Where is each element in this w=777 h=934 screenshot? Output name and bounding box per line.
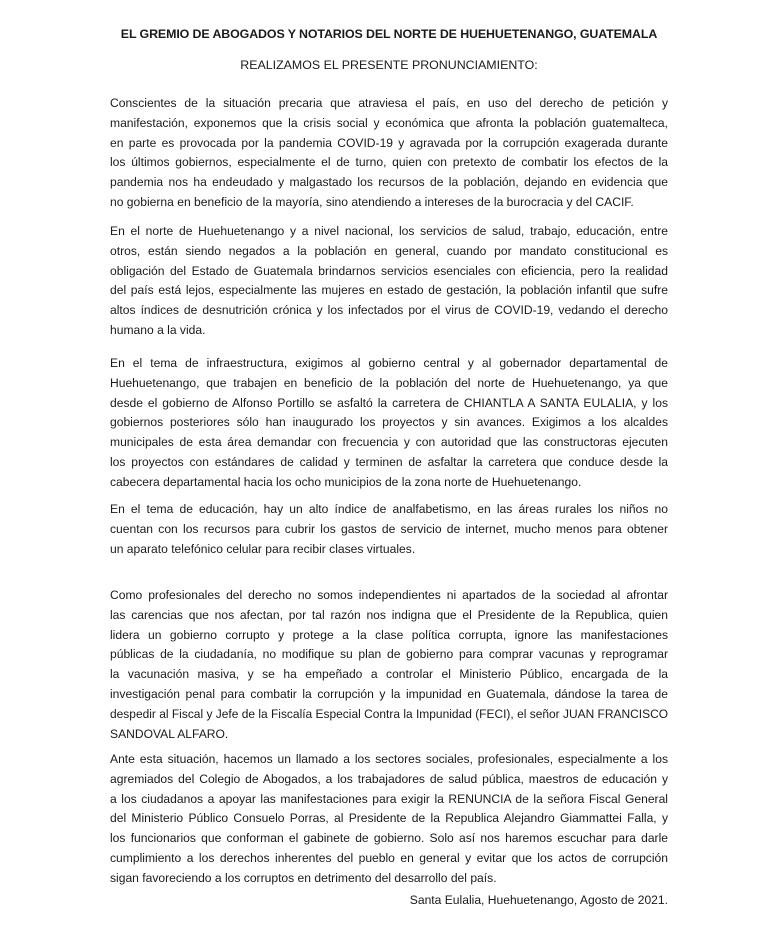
paragraph-line: a los ciudadanos a apoyar las manifestaciones para exigir la RENUNCIA de la señora Fiscal General (110, 791, 668, 806)
paragraph-call-to-action (110, 750, 668, 889)
paragraph-line: los últimos gobiernos, especialmente el de turno, quien con pretexto de combatir los efectos de la (110, 155, 668, 170)
paragraph-line: cuentan con los recursos para cubrir los gastos de servicio de internet, mucho menos para obtener (110, 521, 668, 536)
paragraph-public-services (110, 222, 668, 341)
paragraph-line: gobiernos posteriores sólo han inaugurado los proyectos y sin avances. Exigimos a los alcaldes (110, 415, 668, 430)
paragraph-line: los proyectos con estándares de calidad y terminen de asfaltar la carretera que conduce desde la (110, 454, 668, 469)
paragraph-situation (110, 94, 668, 213)
paragraph-line: públicas de la ciudadanía, no modifique su plan de gobierno para comprar vacunas y reprogramar (110, 647, 668, 662)
paragraph-line: cabecera departamental hacia los ocho municipios de la zona norte de Huehuetenango. (110, 474, 582, 489)
paragraph-line: Ante esta situación, hacemos un llamado a los sectores sociales, profesionales, especialmente a los (110, 752, 668, 766)
paragraph-line: cumplimiento a los derechos inherentes del pueblo en general y evitar que los actos de corrupción (110, 850, 668, 865)
paragraph-line: las carencias que nos afectan, por tal razón nos indigna que el Presidente de la Republica, quien (110, 607, 668, 622)
signature-place-date: Santa Eulalia, Huehuetenango, Agosto de 2021. (409, 893, 668, 907)
paragraph-line: lidera un gobierno corrupto y protege a la clase política corrupta, ignore las manifestaciones (110, 627, 668, 642)
paragraph-line: En el norte de Huehuetenango y a nivel nacional, los servicios de salud, trabajo, educación, entre (110, 224, 668, 238)
document-title: EL GREMIO DE ABOGADOS Y NOTARIOS DEL NORTE DE HUEHUETENANGO, GUATEMALA (120, 27, 658, 41)
paragraph-line: altos índices de desnutrición crónica y los infectados por el virus de COVID-19, vedando el derecho (110, 303, 668, 318)
paragraph-line: investigación penal para combatir la corrupción y la impunidad en Guatemala, dándose la tarea de (110, 686, 668, 701)
document-page (110, 26, 669, 907)
paragraph-infrastructure (110, 354, 668, 493)
paragraph-line: no gobierna en beneficio de la mayoría, sino atendiendo a intereses de la burocracia y del CACIF. (110, 194, 634, 209)
paragraph-line: Como profesionales del derecho no somos independientes ni apartados de la sociedad al afrontar (110, 588, 668, 602)
paragraph-line: la vacunación masiva, y se ha empeñado a controlar el Ministerio Público, encargada de la (110, 667, 668, 682)
paragraph-line: pandemia nos ha endeudado y malgastado los recursos de la población, dejando en evidencia que (110, 175, 668, 190)
paragraph-education (110, 500, 668, 559)
paragraph-line: obligación del Estado de Guatemala brindarnos servicios esenciales con eficiencia, pero la realidad (110, 263, 668, 278)
paragraph-line: SANDOVAL ALFARO. (110, 726, 229, 741)
paragraph-line: agremiados del Colegio de Abogados, a los trabajadores de salud pública, maestros de educación y (110, 771, 668, 786)
paragraph-line: municipales de esta área demandar con frecuencia y con autoridad que las constructoras ejecuten (110, 435, 668, 450)
document-subtitle: REALIZAMOS EL PRESENTE PRONUNCIAMIENTO: (240, 58, 538, 72)
paragraph-legal-professionals (110, 586, 674, 744)
paragraph-line: del Ministerio Público Consuelo Porras, al Presidente de la Republica Alejandro Giammattei Falla, y (110, 811, 668, 826)
paragraph-line: En el tema de educación, hay un alto índice de analfabetismo, en las áreas rurales los niños no (110, 502, 668, 516)
paragraph-line: en parte es provocada por la pandemia COVID-19 y agravada por la corrupción exagerada durante (110, 135, 668, 150)
paragraph-line: desde el gobierno de Alfonso Portillo se asfaltó la carretera de CHIANTLA A SANTA EULALIA, y los (110, 395, 668, 410)
paragraph-line: Conscientes de la situación precaria que atraviesa el país, en uso del derecho de petición y (110, 96, 668, 110)
paragraph-line: Huehuetenango, que trabajen en beneficio de la población del norte de Huehuetenango, ya que (110, 375, 668, 390)
paragraph-line: otros, están siendo negados a la población en general, cuando por mandato constitucional es (110, 243, 668, 258)
paragraph-line: despedir al Fiscal y Jefe de la Fiscalía Especial Contra la Impunidad (FECI), el señor JUAN FRANCISCO (110, 706, 669, 721)
paragraph-line: En el tema de infraestructura, exigimos al gobierno central y al gobernador departamental de (110, 356, 668, 370)
paragraph-line: un aparato telefónico celular para recibir clases virtuales. (110, 541, 416, 556)
paragraph-line: humano a la vida. (110, 322, 206, 337)
paragraph-line: sigan favoreciendo a los corruptos en detrimento del desarrollo del país. (110, 870, 497, 885)
paragraph-line: del país está lejos, especialmente las mujeres en estado de gestación, la población infantil que sufre (110, 283, 668, 298)
paragraph-line: los funcionarios que conforman el gabinete de gobierno. Solo así nos haremos escuchar para darle (110, 831, 668, 846)
paragraph-line: manifestación, exponemos que la crisis social y económica que afronta la población guatemalteca, (110, 115, 668, 130)
